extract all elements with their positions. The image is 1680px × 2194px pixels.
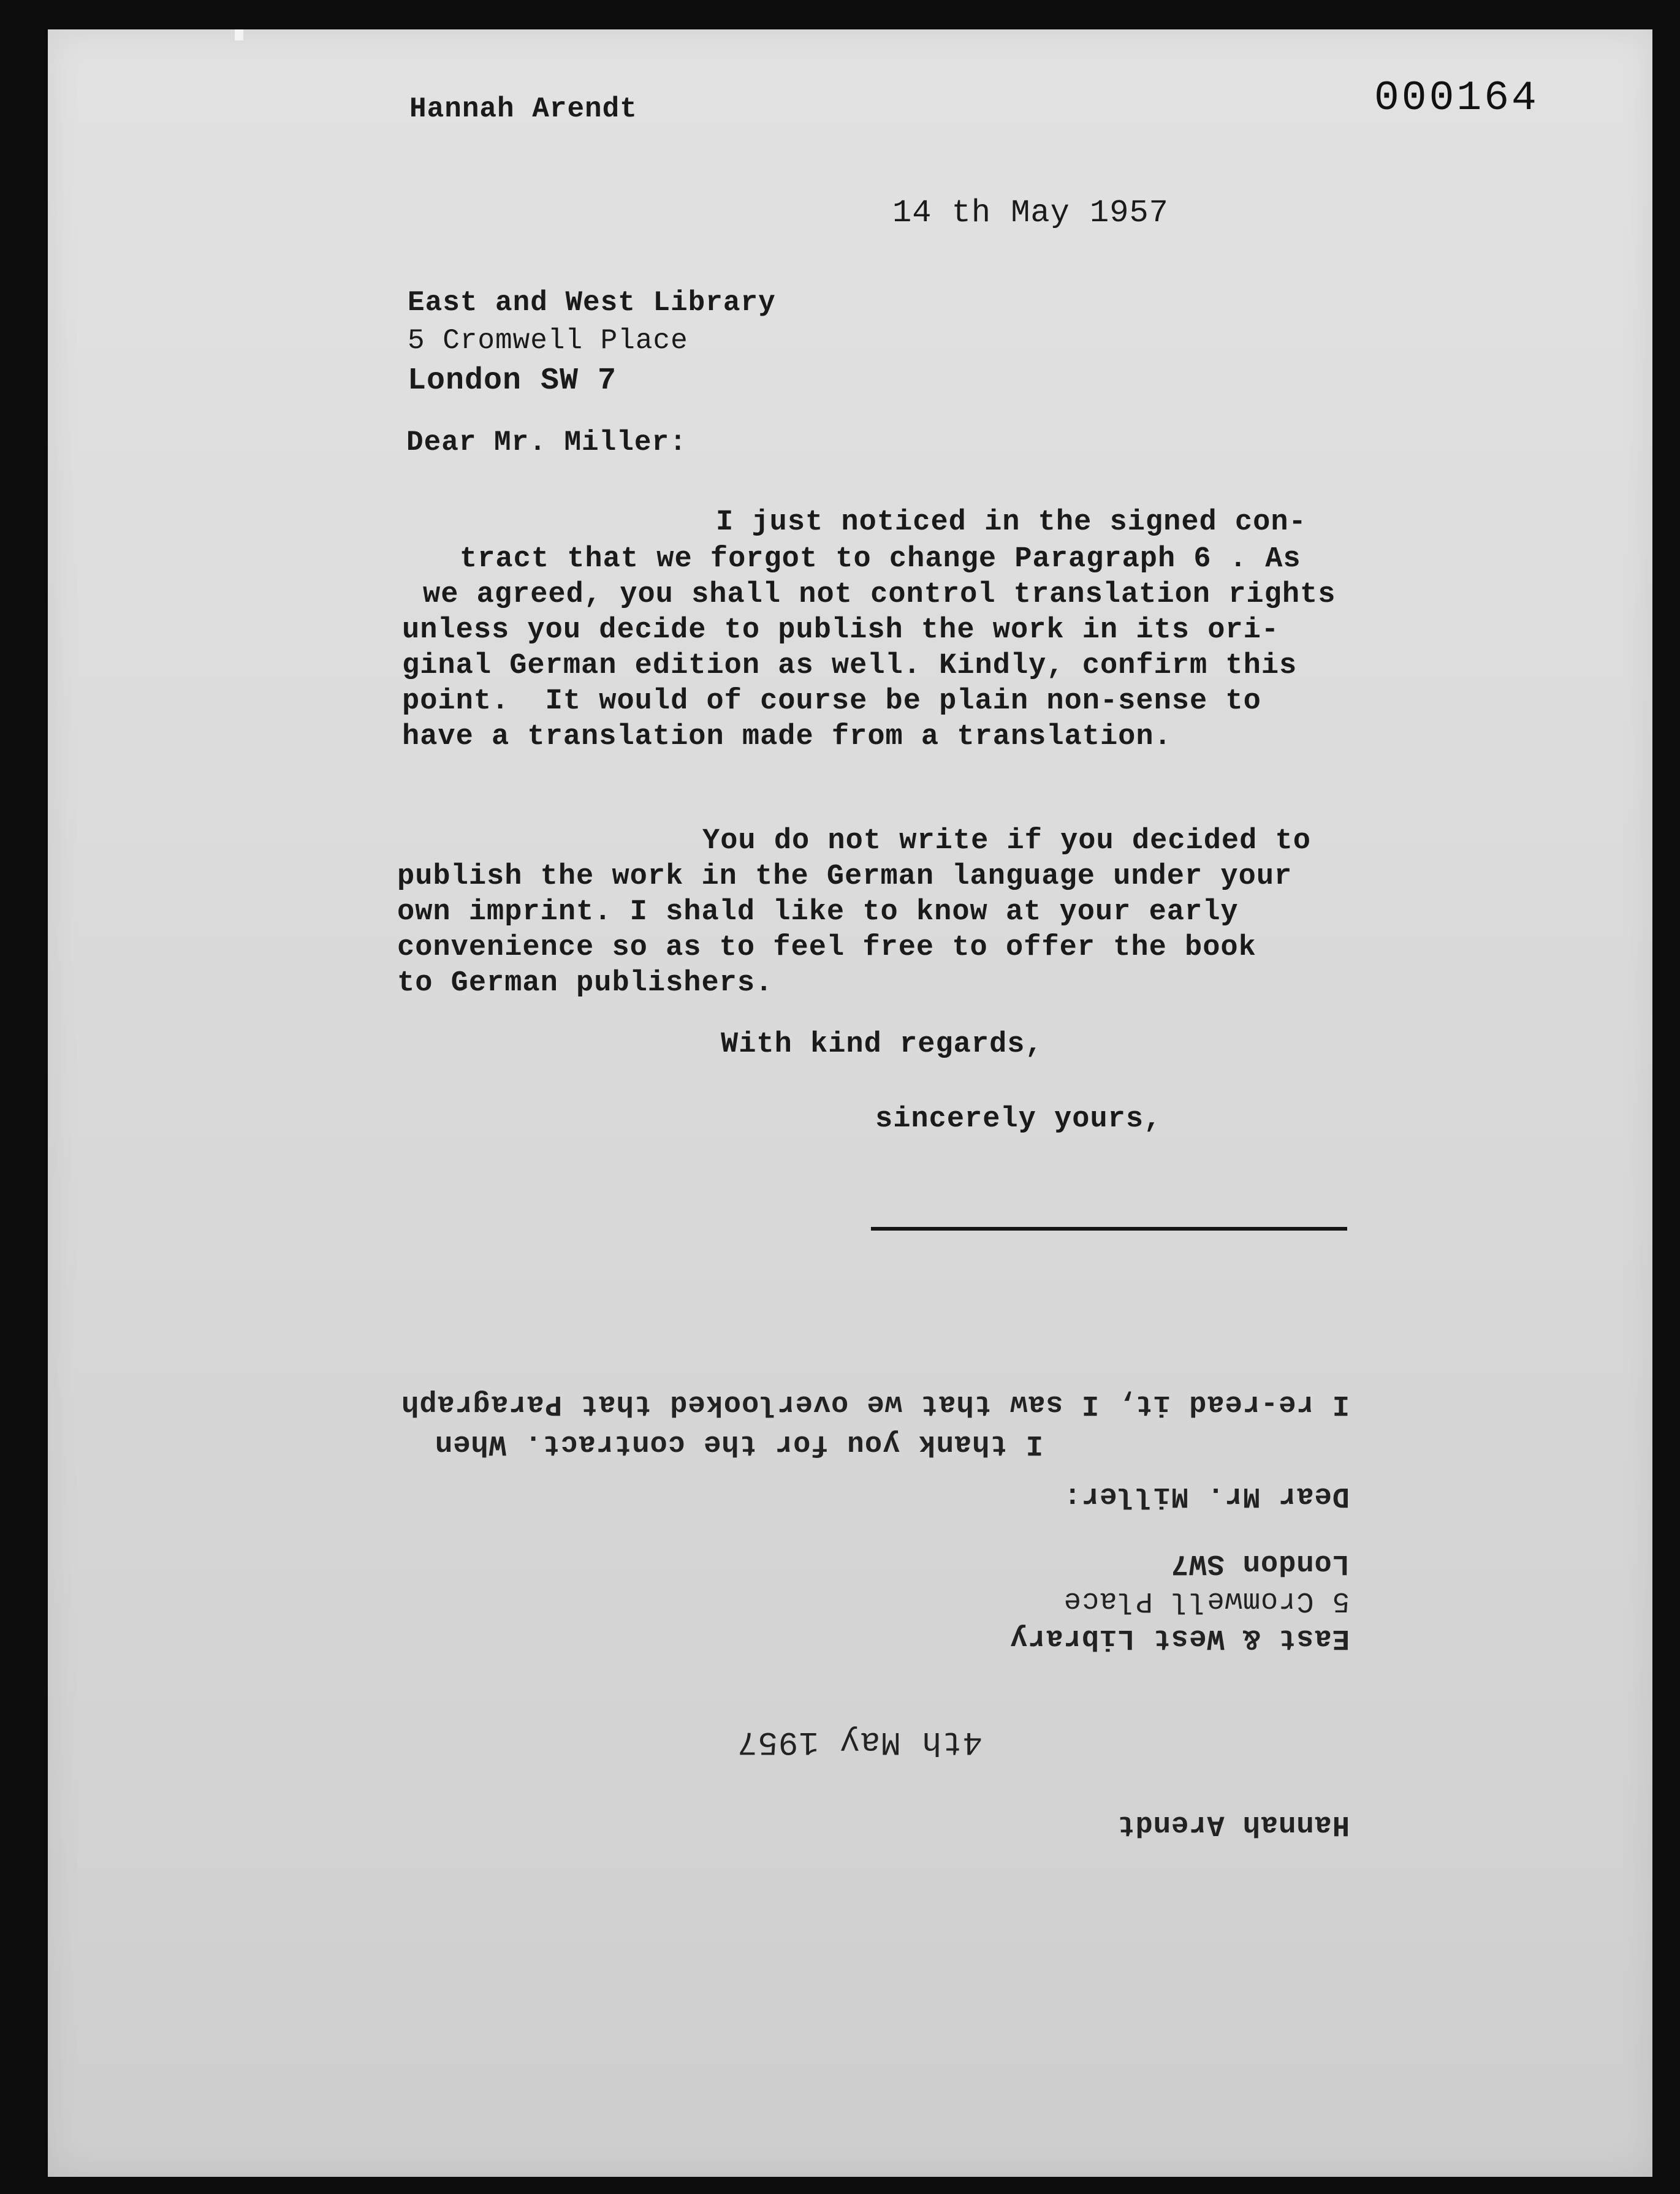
salutation: Dear Mr. Miller: (406, 427, 687, 458)
text-line: to German publishers. (397, 967, 773, 1000)
text-line: You do not write if you decided to (702, 825, 1311, 857)
document-page (48, 29, 1652, 2177)
recipient-line: East and West Library (408, 287, 776, 319)
text-line: publish the work in the German language under your (397, 860, 1293, 893)
text-line: ginal German edition as well. Kindly, confirm this (402, 650, 1298, 682)
text-line: tract that we forgot to change Paragraph 6 . As (460, 543, 1301, 575)
text-line: own imprint. I shald like to know at your early (397, 896, 1239, 928)
signoff: sincerely yours, (875, 1103, 1162, 1136)
text-line: I just noticed in the signed con- (716, 506, 1307, 539)
inverted-sender: Hannah Arendt (1117, 1808, 1350, 1840)
letter-date: 14 th May 1957 (892, 195, 1169, 231)
text-line: unless you decide to publish the work in its ori- (402, 614, 1280, 647)
document-number: 000164 (1374, 75, 1539, 122)
inverted-recipient-line: London SW7 (1170, 1547, 1350, 1579)
text-line: point. It would of course be plain non-sense to (402, 685, 1261, 718)
recipient-line: London SW 7 (408, 363, 617, 398)
inverted-body-line: I thank you for the contract. When (435, 1427, 1043, 1460)
inverted-recipient-line: 5 Cromwell Place (1063, 1584, 1350, 1617)
text-line: we agreed, you shall not control translation rights (423, 579, 1336, 611)
inverted-salutation: Dear Mr. Miller: (1063, 1479, 1350, 1512)
closing: With kind regards, (721, 1028, 1043, 1061)
inverted-body-line: I re-read it, I saw that we overlooked that Paragraph (401, 1387, 1350, 1420)
text-line: convenience so as to feel free to offer the book (397, 932, 1256, 964)
inverted-recipient-line: East & West Library (1009, 1622, 1350, 1654)
sender-name: Hannah Arendt (409, 93, 637, 125)
recipient-line: 5 Cromwell Place (408, 325, 688, 357)
bleed-through-text (48, 29, 1652, 2177)
inverted-date: 4th May 1957 (737, 1723, 983, 1760)
text-line: have a translation made from a translation. (402, 721, 1172, 753)
